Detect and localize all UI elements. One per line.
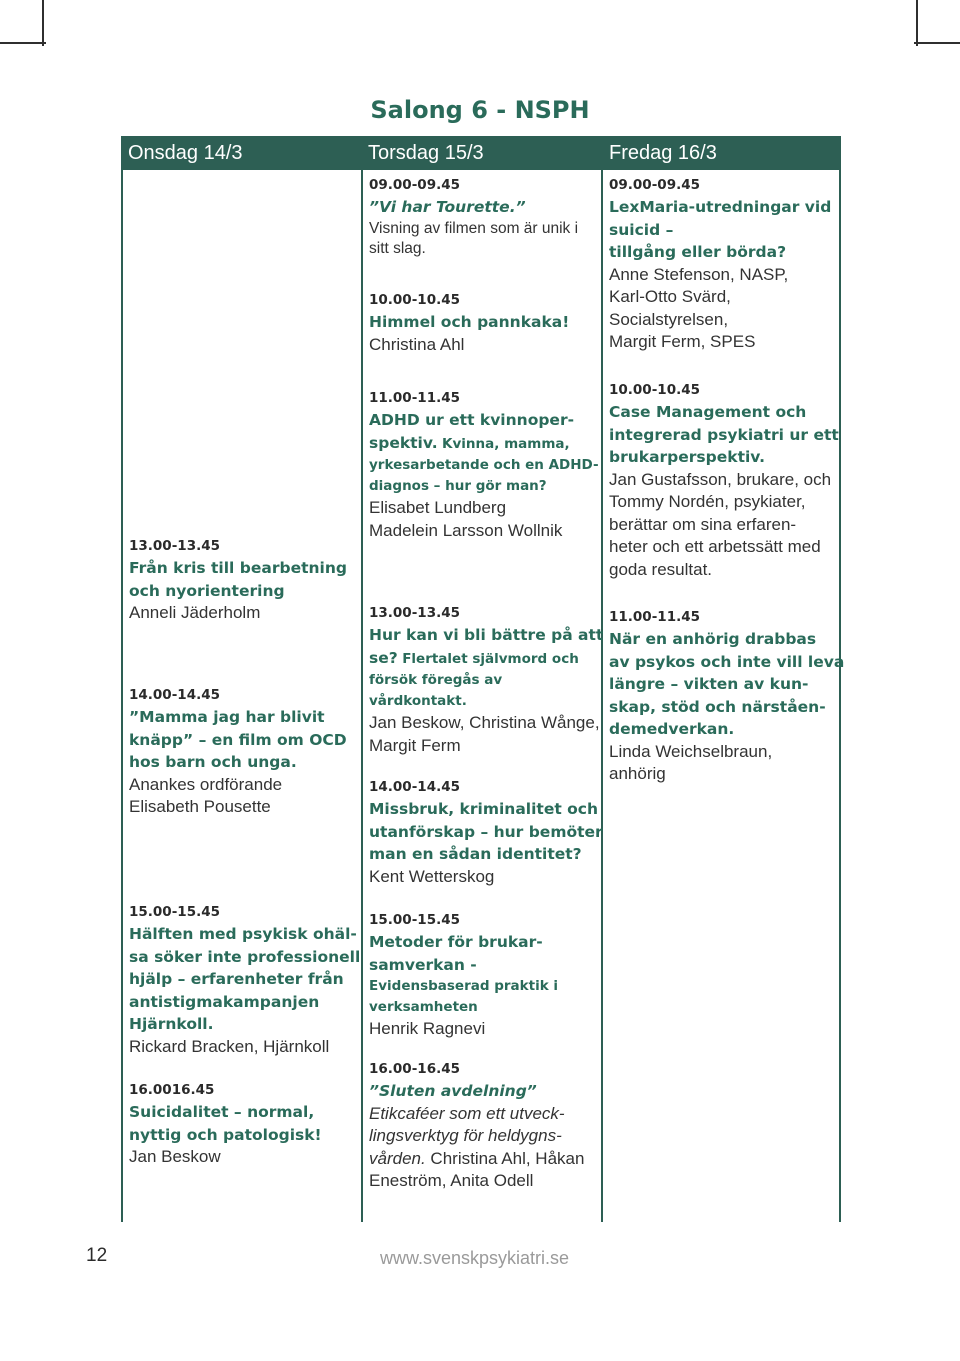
session-item [369,1058,584,1193]
session-speaker: Henrik Ragnevi [369,1019,486,1038]
session-item [369,602,603,757]
session-speaker: heter och ett arbetssätt med [609,537,821,556]
session-speaker: Jan Beskow, Christina Wånge, [369,713,600,732]
crop-mark [914,42,960,44]
session-subtitle: försök föregås av [369,672,503,688]
session-speaker: Eneström, Anita Odell [369,1171,534,1190]
session-title: suicid – [609,220,674,239]
session-subtitle: diagnos – hur gör man? [369,478,547,494]
crop-mark [0,42,46,44]
session-item [129,684,347,819]
session-speaker: goda resultat. [609,559,713,579]
session-speaker: Anankes ordförande [129,774,283,794]
session-title: samverkan - [369,955,477,974]
session-time: 15.00-15.45 [369,912,461,928]
session-title: utanförskap – hur bemöter [369,822,603,841]
session-speaker: Christina Ahl [369,334,465,354]
session-description: Etikcaféer som ett utveck- [369,1103,565,1123]
session-item [129,901,360,1058]
session-time: 13.00-13.45 [129,538,221,554]
session-item [609,606,844,786]
session-item [369,174,578,259]
session-subtitle: yrkesarbetande och en ADHD- [369,457,599,473]
session-title: hos barn och unga. [129,753,297,771]
session-title: Missbruk, kriminalitet och [369,800,599,818]
session-title: demedverkan. [609,720,735,738]
session-title: Hjärnkoll. [129,1015,214,1033]
page-number: 12 [86,1245,108,1266]
session-title: Hur kan vi bli bättre på att [369,626,604,644]
session-speaker: Karl-Otto Svärd, [609,287,731,306]
session-item [369,909,558,1041]
session-description: Visning av filmen som är unik i [369,219,579,237]
session-title: knäpp” – en film om OCD [129,730,347,749]
session-speaker: Jan Gustafsson, brukare, och [609,469,832,489]
session-title: ADHD ur ett kvinnoper- [369,411,575,429]
session-time: 13.00-13.45 [369,605,461,621]
session-title: antistigmakampanjen [129,992,320,1011]
session-title: integrerad psykiatri ur ett [609,425,839,444]
session-speaker: Margit Ferm [369,735,461,755]
session-speaker: Anne Stefenson, NASP, [609,264,789,284]
session-title: sa söker inte professionell [129,947,361,966]
session-subtitle: Flertalet självmord och [402,650,579,667]
session-speaker: Rickard Bracken, Hjärnkoll [129,1036,330,1056]
session-time: 09.00-09.45 [369,177,461,193]
session-title: Metoder för brukar- [369,933,543,951]
footer-website: www.svenskpsykiatri.se [380,1248,570,1268]
column-divider [361,170,363,1222]
session-title: brukarperspektiv. [609,448,766,466]
session-time: 16.00-16.45 [369,1061,461,1077]
session-subtitle: Kvinna, mamma, [442,435,570,452]
session-subtitle: Evidensbaserad praktik i [369,978,559,994]
column-divider [121,170,123,1222]
session-time: 15.00-15.45 [129,904,221,920]
session-description: lingsverktyg för heldygns- [369,1126,562,1145]
session-time: 11.00-11.45 [609,609,701,625]
session-speaker: Christina Ahl, Håkan [425,1148,585,1168]
session-time: 14.00-14.45 [369,779,461,795]
crop-mark [42,0,44,46]
session-speaker: Socialstyrelsen, [609,309,729,329]
session-title: Suicidalitet – normal, [129,1103,315,1121]
session-time: 16.0016.45 [129,1082,215,1098]
session-time: 14.00-14.45 [129,687,221,703]
session-speaker: Margit Ferm, SPES [609,332,756,351]
session-time: 09.00-09.45 [609,177,701,193]
session-subtitle: verksamheten [369,999,478,1015]
session-title: nyttig och patologisk! [129,1125,322,1144]
session-description: vården. [369,1148,426,1168]
session-title: LexMaria-utredningar vid [609,198,832,216]
session-title: skap, stöd och närståen- [609,697,826,716]
session-item [129,535,347,625]
session-title: se? [369,648,398,667]
session-title: Hälften med psykisk ohäl- [129,925,357,943]
session-speaker: Kent Wetterskog [369,866,495,886]
session-description: sitt slag. [369,239,426,257]
session-speaker: anhörig [609,764,666,783]
session-speaker: Jan Beskow [129,1147,221,1166]
session-item [369,776,603,888]
session-time: 11.00-11.45 [369,390,461,406]
session-title: man en sådan identitet? [369,845,582,863]
day-heading-thursday: Torsdag 15/3 [368,142,484,164]
session-title: När en anhörig drabbas [609,630,817,648]
session-title: ”Mamma jag har blivit [129,708,325,726]
session-speaker: Anneli Jäderholm [129,603,261,622]
session-item [609,174,831,354]
day-heading-friday: Fredag 16/3 [609,142,717,164]
session-title: Himmel och pannkaka! [369,313,570,331]
session-speaker: Madelein Larsson Wollnik [369,520,563,540]
session-title: tillgång eller börda? [609,243,787,261]
session-title: längre – vikten av kun- [609,675,809,693]
session-item [369,387,599,542]
session-speaker: Elisabet Lundberg [369,498,507,517]
session-speaker: Tommy Nordén, psykiater, [609,492,806,511]
session-item [129,1079,322,1169]
crop-mark [916,0,918,46]
session-speaker: Elisabeth Pousette [129,797,271,816]
session-title: ”Vi har Tourette.” [369,198,526,216]
session-title: av psykos och inte vill leva [609,652,845,671]
session-title: Case Management och [609,403,807,421]
session-title: ”Sluten avdelning” [369,1082,537,1100]
session-speaker: Linda Weichselbraun, [609,741,773,761]
session-subtitle: vårdkontakt. [369,693,467,709]
session-title: hjälp – erfarenheter från [129,970,344,988]
session-item [369,289,569,356]
session-time: 10.00-10.45 [369,292,461,308]
session-item [609,379,839,581]
session-title: och nyorientering [129,581,285,600]
day-heading-wednesday: Onsdag 14/3 [128,142,243,164]
session-title: Från kris till bearbetning [129,559,347,577]
page-title: Salong 6 - NSPH [370,96,590,124]
session-speaker: berättar om sina erfaren- [609,514,797,534]
session-title: spektiv. [369,433,438,452]
session-time: 10.00-10.45 [609,382,701,398]
